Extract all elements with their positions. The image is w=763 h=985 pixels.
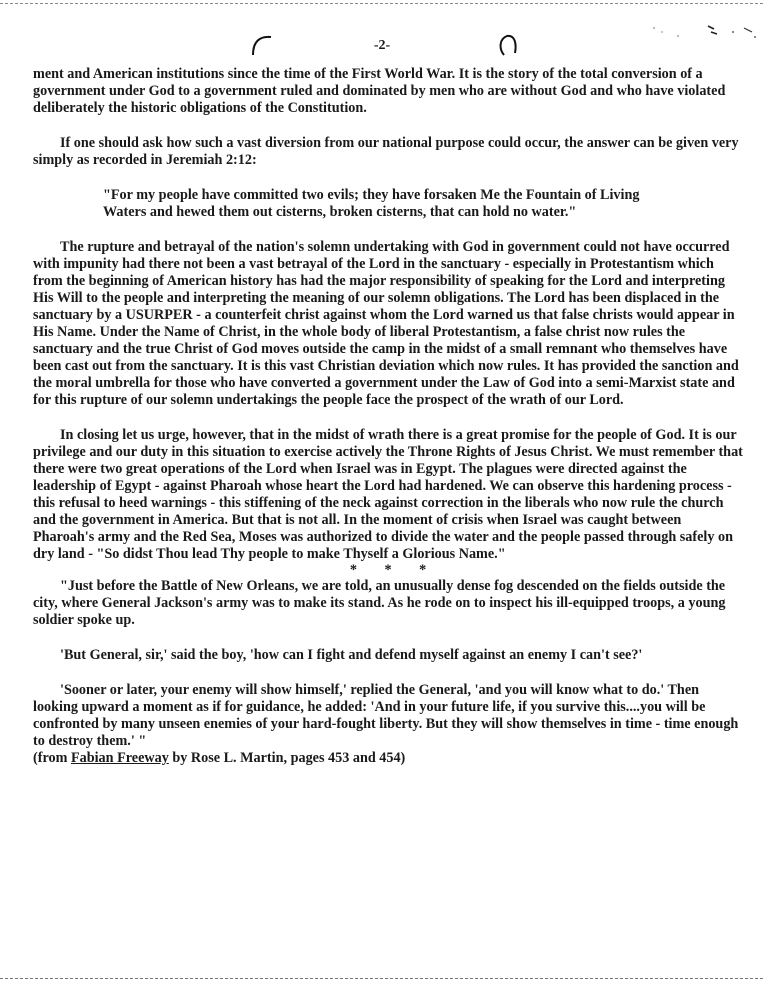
hole-punch-mark-left	[250, 33, 274, 57]
hole-punch-mark-right	[496, 33, 520, 57]
paragraph-continuation: ment and American institutions since the time of the First World War. It is the story of the total conversion of a government under God to a government ruled and dominated by men who are without God and who have violated deliberately the historic obligations of the Constitution.	[33, 66, 726, 116]
paragraph-general-reply: 'Sooner or later, your enemy will show himself,' replied the General, 'and you will know what to do.' Then looking upward a moment as if for guidance, he added: 'And in your future life, if you survive this....you will be confronted by many unseen enemies of your hard-fought liberty. But they will show themselves in time - time enough to destroy them.' "	[33, 682, 739, 749]
page-number: -2-	[373, 38, 391, 53]
paragraph-closing-promise: In closing let us urge, however, that in the midst of wrath there is a great promise for the people of God. It is our privilege and our duty in this situation to exercise actively the Throne Rights of Jesus Christ. We must remember that there were two great operations of the Lord when Israel was in Egypt. The plagues were directed against the leadership of Egypt - against Pharoah whose heart the Lord had hardened. We can observe this hardening process - this refusal to heed warnings - this stiffening of the neck against correction in the liberals who now rule the church and the government in America. But that is not all. In the moment of crisis when Israel was caught between Pharoah's army and the Red Sea, Moses was authorized to divide the water and the people passed through safely on dry land - "So didst Thou lead Thy people to make Thyself a Glorious Name."	[33, 427, 743, 562]
scan-specks	[648, 20, 758, 50]
paragraph-rupture-betrayal: The rupture and betrayal of the nation's solemn undertaking with God in government could not have occurred with impunity had there not been a vast betrayal of the Lord in the sanctuary - especially in Protestantism which from the beginning of American history has had the major responsibility of speaking for the Lord and interpreting His Will to the people and interpreting the meaning of our solemn obligations. The Lord has been displaced in the sanctuary by a USURPER - a counterfeit christ against whom the Lord warned us that false christs would appear in His Name. Under the Name of Christ, in the whole body of liberal Protestantism, a false christ now rules the sanctuary and the true Christ of God moves outside the camp in the midst of a small remnant who themselves have been cast out from the sanctuary. It is this vast Christian deviation which now rules. It has provided the sanction and the moral umbrella for those who have converted a government under the Law of God into a semi-Marxist state and for this rupture of our solemn undertakings the people face the prospect of the wrath of our Lord.	[33, 239, 739, 408]
separator-asterisk: *	[419, 562, 427, 578]
paragraph-battle-of-new-orleans: "Just before the Battle of New Orleans, we are told, an unusually dense fog descended on the fields outside the city, where General Jackson's army was to make its stand. As he rode on to inspect his ill-equipped troops, a young soldier spoke up.	[33, 578, 726, 628]
citation-book-title: Fabian Freeway	[70, 750, 169, 766]
citation-prefix: (from	[33, 750, 71, 766]
scripture-quote: "For my people have committed two evils; they have forsaken Me the Fountain of Living Waters and hewed them out cisterns, broken cisterns, that can hold no water."	[103, 187, 640, 220]
paragraph-diversion-question: If one should ask how such a vast diversion from our national purpose could occur, the answer can be given very simply as recorded in Jeremiah 2:12:	[33, 135, 739, 168]
separator-asterisk: *	[349, 562, 357, 578]
bottom-perforation-line	[0, 978, 763, 979]
top-perforation-line	[0, 3, 763, 4]
separator-asterisk: *	[384, 562, 392, 578]
section-separator	[33, 563, 743, 578]
citation-suffix: by Rose L. Martin, pages 453 and 454)	[168, 750, 406, 766]
paragraph-soldier-question: 'But General, sir,' said the boy, 'how can I fight and defend myself against an enemy I can't see?'	[60, 647, 643, 663]
citation	[33, 750, 743, 767]
body-text	[33, 66, 743, 767]
